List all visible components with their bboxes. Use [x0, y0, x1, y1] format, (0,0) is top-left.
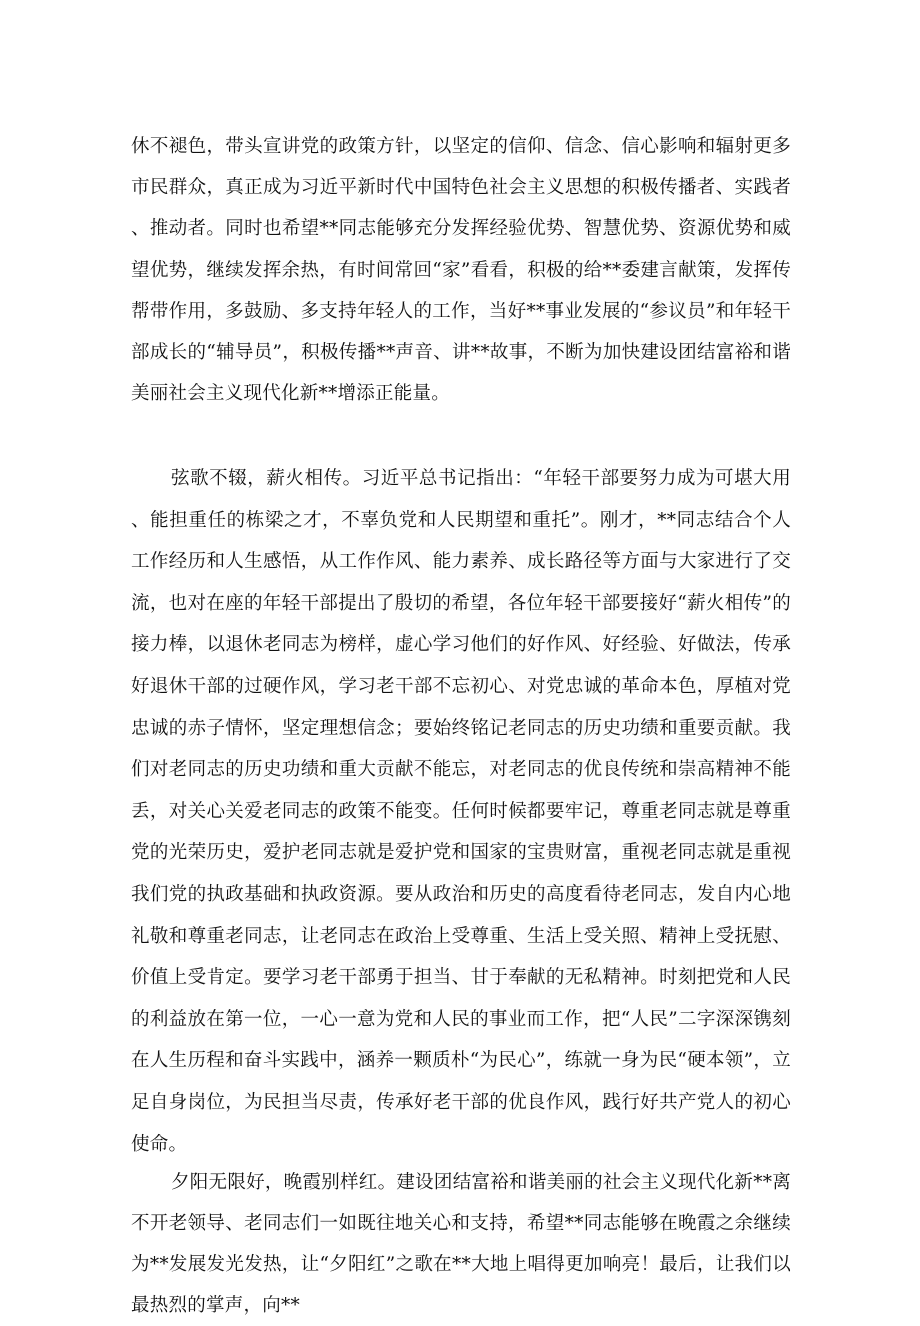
paragraph-3: 夕阳无限好，晚霞别样红。建设团结富裕和谐美丽的社会主义现代化新**离不开老领导、老同志们一如既往地关心和支持，希望**同志能够在晚霞之余继续为**发展发光发热，让“夕阳红”之歌在**大地上唱得更加响亮！最后，让我们以最热烈的掌声，向** — [131, 1172, 791, 1316]
paragraph-2: 弦歌不辍，薪火相传。习近平总书记指出：“年轻干部要努力成为可堪大用、能担重任的栋梁之才，不辜负党和人民期望和重托”。刚才，**同志结合个人工作经历和人生感悟，从工作作风、能力素养、成长路径等方面与大家进行了交流，也对在座的年轻干部提出了殷切的希望，各位年轻干部要接好“薪火相传”的接力棒，以退休老同志为榜样，虚心学习他们的好作风、好经验、好做法，传承好退休干部的过硬作风，学习老干部不忘初心、对党忠诚的革命本色，厚植对党忠诚的赤子情怀，坚定理想信念；要始终铭记老同志的历史功绩和重要贡献。我们对老同志的历史功绩和重大贡献不能忘，对老同志的优良传统和崇高精神不能丢，对关心关爱老同志的政策不能变。任何时候都要牢记，尊重老同志就是尊重党的光荣历史，爱护老同志就是爱护党和国家的宝贵财富，重视老同志就是重视我们党的执政基础和执政资源。要从政治和历史的高度看待老同志，发自内心地礼敬和尊重老同志，让老同志在政治上受尊重、生活上受关照、精神上受抚慰、价值上受肯定。要学习老干部勇于担当、甘于奉献的无私精神。时刻把党和人民的利益放在第一位，一心一意为党和人民的事业而工作，把“人民”二字深深镌刻在人生历程和奋斗实践中，涵养一颗质朴“为民心”，练就一身为民“硬本领”，立足自身岗位，为民担当尽责，传承好老干部的优良作风，践行好共产党人的初心使命。 — [131, 468, 791, 1155]
paragraph-1: 休不褪色，带头宣讲党的政策方针，以坚定的信仰、信念、信心影响和辐射更多市民群众，真正成为习近平新时代中国特色社会主义思想的积极传播者、实践者、推动者。同时也希望**同志能够充分发挥经验优势、智慧优势、资源优势和威望优势，继续发挥余热，有时间常回“家”看看，积极的给**委建言献策，发挥传帮带作用，多鼓励、多支持年轻人的工作，当好**事业发展的“参议员”和年轻干部成长的“辅导员”，积极传播**声音、讲**故事，不断为加快建设团结富裕和谐美丽社会主义现代化新**增添正能量。 — [131, 136, 791, 405]
